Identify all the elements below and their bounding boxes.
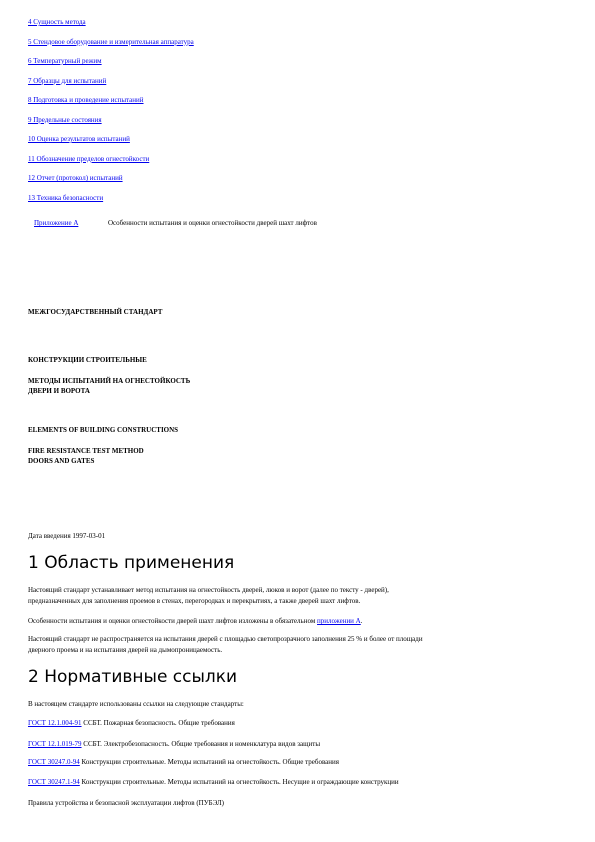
appendix-a-link[interactable]: приложении А bbox=[317, 617, 361, 625]
reference-item bbox=[28, 777, 399, 788]
reference-item bbox=[28, 757, 339, 768]
toc-link-8[interactable]: 8 Подготовка и проведение испытаний bbox=[28, 96, 144, 104]
reference-text: Конструкции строительные. Методы испытаний на огнестойкость. Несущие и ограждающие конструкции bbox=[79, 778, 399, 786]
reference-link[interactable]: ГОСТ 12.1.019-79 bbox=[28, 740, 82, 748]
toc-link-4[interactable]: 4 Сущность метода bbox=[28, 18, 86, 26]
title-ru-line-3: ДВЕРИ И ВОРОТА bbox=[28, 387, 90, 395]
section-1-heading: 1 Область применения bbox=[28, 553, 235, 573]
reference-link[interactable]: ГОСТ 12.1.004-91 bbox=[28, 719, 82, 727]
toc-link-10[interactable]: 10 Оценка результатов испытаний bbox=[28, 135, 130, 143]
section-1-para-3-line-1: Настоящий стандарт не распространяется на испытания дверей с площадью светопрозрачного заполнения 25 % и более от площади bbox=[28, 635, 423, 643]
reference-text: Конструкции строительные. Методы испытаний на огнестойкость. Общие требования bbox=[79, 758, 339, 766]
toc-appendix-description: Особенности испытания и оценки огнестойкости дверей шахт лифтов bbox=[108, 219, 317, 227]
section-1-para-2-text: Особенности испытания и оценки огнестойкости дверей шахт лифтов изложены в обязательном bbox=[28, 617, 318, 625]
table-of-contents bbox=[28, 18, 194, 213]
reference-text: ССБТ. Электробезопасность. Общие требования и номенклатура видов защиты bbox=[81, 740, 321, 748]
reference-item bbox=[28, 718, 235, 729]
title-ru-line-2: МЕТОДЫ ИСПЫТАНИЙ НА ОГНЕСТОЙКОСТЬ bbox=[28, 377, 191, 385]
reference-last: Правила устройства и безопасной эксплуатации лифтов (ПУБЭЛ) bbox=[28, 799, 224, 807]
standard-type: МЕЖГОСУДАРСТВЕННЫЙ СТАНДАРТ bbox=[28, 308, 163, 316]
toc-link-6[interactable]: 6 Температурный режим bbox=[28, 57, 102, 65]
reference-link[interactable]: ГОСТ 30247.0-94 bbox=[28, 758, 80, 766]
section-1-para-1-line-2: предназначенных для заполнения проемов в стенах, перегородках и перекрытиях, а также дверей шахт лифтов. bbox=[28, 597, 361, 605]
toc-link-13[interactable]: 13 Техника безопасности bbox=[28, 193, 104, 202]
title-en-line-2: FIRE RESISTANCE TEST METHOD bbox=[28, 447, 144, 455]
section-1-para-3-line-2: дверного проема и на испытания дверей на дымопроницаемость. bbox=[28, 646, 223, 654]
toc-link-12[interactable]: 12 Отчет (протокол) испытаний bbox=[28, 174, 123, 182]
toc-link-5[interactable]: 5 Стендовое оборудование и измерительная аппаратура bbox=[28, 37, 194, 46]
title-ru-line-1: КОНСТРУКЦИИ СТРОИТЕЛЬНЫЕ bbox=[28, 356, 147, 364]
reference-item bbox=[28, 739, 320, 750]
section-1-para-2 bbox=[28, 616, 363, 627]
section-2-heading: 2 Нормативные ссылки bbox=[28, 667, 238, 687]
toc-appendix-link[interactable]: Приложение А bbox=[34, 219, 79, 227]
toc-link-7[interactable]: 7 Образцы для испытаний bbox=[28, 76, 107, 85]
toc-link-11[interactable]: 11 Обозначение пределов огнестойкости bbox=[28, 154, 150, 163]
toc-link-9[interactable]: 9 Предельные состояния bbox=[28, 115, 102, 124]
section-1-para-1-line-1: Настоящий стандарт устанавливает метод испытания на огнестойкость дверей, люков и ворот (далее по тексту - дверей), bbox=[28, 586, 389, 594]
reference-text: ССБТ. Пожарная безопасность. Общие требования bbox=[81, 719, 235, 727]
effective-date: Дата введения 1997-03-01 bbox=[28, 532, 106, 540]
section-2-intro: В настоящем стандарте использованы ссылки на следующие стандарты: bbox=[28, 700, 244, 708]
reference-link[interactable]: ГОСТ 30247.1-94 bbox=[28, 778, 80, 786]
section-1-para-2-end: . bbox=[360, 617, 363, 625]
toc-appendix-row bbox=[34, 219, 317, 228]
title-en-line-3: DOORS AND GATES bbox=[28, 457, 95, 465]
title-en-line-1: ELEMENTS OF BUILDING CONSTRUCTIONS bbox=[28, 426, 179, 434]
